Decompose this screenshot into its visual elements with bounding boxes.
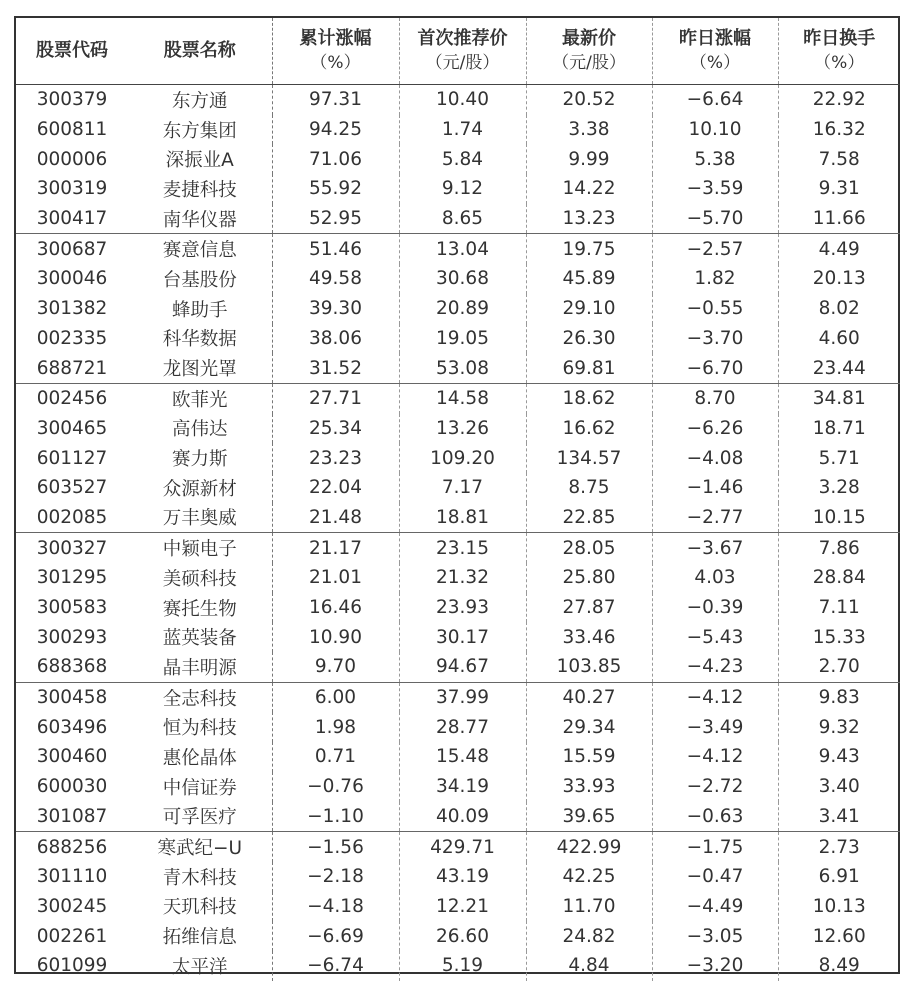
cell-latest-price: 33.46: [526, 622, 652, 652]
cell-name: 太平洋: [128, 951, 272, 981]
cell-latest-price: 27.87: [526, 593, 652, 623]
cell-first-recommend-price: 429.71: [399, 832, 526, 862]
cell-first-recommend-price: 94.67: [399, 652, 526, 682]
cell-yesterday-change: −5.43: [652, 622, 778, 652]
cell-first-recommend-price: 14.58: [399, 383, 526, 413]
cell-code: 300460: [36, 746, 108, 768]
cell-latest-price: 3.38: [526, 115, 652, 145]
table-row: [16, 414, 900, 444]
header-code: 股票代码: [16, 18, 128, 85]
cell-first-recommend-price: 10.40: [399, 85, 526, 115]
cell-yesterday-turnover: 2.70: [778, 652, 900, 682]
cell-cumulative-gain: 31.52: [272, 353, 399, 383]
cell-cumulative-gain: 0.71: [314, 746, 357, 768]
cell-yesterday-turnover: 8.02: [778, 294, 900, 324]
cell-latest-price: 11.70: [526, 892, 652, 922]
table-row: [16, 234, 900, 264]
cell-name: 高伟达: [128, 414, 272, 444]
cell-code: 688368: [16, 652, 128, 682]
cell-yesterday-turnover: 23.44: [778, 353, 900, 383]
cell-name: 可孚医疗: [128, 802, 272, 832]
cell-cumulative-gain: 97.31: [309, 89, 362, 111]
cell-code: 300465: [36, 417, 108, 439]
cell-first-recommend-price: 1.74: [399, 115, 526, 145]
cell-cumulative-gain: 22.04: [309, 477, 362, 499]
table-row: [16, 682, 900, 712]
cell-code: 601127: [36, 447, 108, 469]
cell-yesterday-change: 10.10: [652, 115, 778, 145]
cell-yesterday-change: −0.55: [652, 294, 778, 324]
cell-yesterday-change: −4.12: [652, 682, 778, 712]
cell-code: 603496: [36, 716, 108, 738]
table-row: [16, 742, 900, 772]
table-row: [16, 443, 900, 473]
cell-cumulative-gain: 94.25: [309, 119, 362, 141]
cell-latest-price: 42.25: [526, 862, 652, 892]
cell-cumulative-gain: −4.18: [307, 895, 364, 917]
cell-first-recommend-price: 43.19: [399, 862, 526, 892]
cell-first-recommend-price: 7.17: [399, 473, 526, 503]
table-row: [16, 473, 900, 503]
cell-latest-price: 103.85: [526, 652, 652, 682]
cell-code: 600811: [36, 119, 108, 141]
cell-latest-price: 24.82: [526, 921, 652, 951]
cell-yesterday-change: 8.70: [652, 383, 778, 413]
cell-name: 恒为科技: [128, 712, 272, 742]
cell-latest-price: 8.75: [526, 473, 652, 503]
cell-yesterday-change: −4.08: [652, 443, 778, 473]
table-row: [16, 294, 900, 324]
cell-code: 301110: [36, 866, 108, 888]
cell-cumulative-gain: 21.01: [309, 567, 362, 589]
cell-latest-price: 39.65: [526, 802, 652, 832]
cell-latest-price: 4.84: [526, 951, 652, 981]
cell-first-recommend-price: 9.12: [399, 174, 526, 204]
cell-code: 300245: [36, 895, 108, 917]
cell-first-recommend-price: 13.26: [399, 414, 526, 444]
cell-first-recommend-price: 28.77: [399, 712, 526, 742]
cell-latest-price: 15.59: [526, 742, 652, 772]
cell-first-recommend-price: 18.81: [399, 503, 526, 533]
cell-cumulative-gain: −6.69: [307, 925, 364, 947]
cell-latest-price: 33.93: [526, 772, 652, 802]
cell-name: 寒武纪−U: [128, 832, 272, 862]
table-row: [16, 503, 900, 533]
header-yesterday-turnover: 昨日换手 （%）: [778, 18, 900, 85]
cell-cumulative-gain: 1.98: [314, 716, 357, 738]
header-cumulative-gain: 累计涨幅 （%）: [272, 18, 399, 85]
cell-yesterday-turnover: 9.31: [778, 174, 900, 204]
cell-cumulative-gain: 55.92: [309, 178, 362, 200]
table-row: [16, 772, 900, 802]
cell-name: 拓维信息: [128, 921, 272, 951]
cell-yesterday-change: −4.12: [652, 742, 778, 772]
cell-first-recommend-price: 23.93: [399, 593, 526, 623]
cell-name: 东方通: [128, 85, 272, 115]
cell-name: 台基股份: [128, 264, 272, 294]
cell-yesterday-change: −4.23: [652, 652, 778, 682]
cell-latest-price: 22.85: [526, 503, 652, 533]
cell-first-recommend-price: 34.19: [399, 772, 526, 802]
cell-yesterday-turnover: 7.58: [778, 144, 900, 174]
cell-yesterday-change: −1.46: [652, 473, 778, 503]
cell-first-recommend-price: 30.68: [399, 264, 526, 294]
cell-yesterday-turnover: 4.60: [778, 324, 900, 354]
cell-latest-price: 19.75: [526, 234, 652, 264]
cell-yesterday-change: −3.49: [652, 712, 778, 742]
cell-code: 301382: [36, 298, 108, 320]
cell-latest-price: 45.89: [526, 264, 652, 294]
cell-name: 蓝英装备: [128, 622, 272, 652]
cell-name: 天玑科技: [128, 892, 272, 922]
cell-code: 002261: [36, 925, 108, 947]
cell-code: 300046: [36, 268, 108, 290]
cell-latest-price: 422.99: [526, 832, 652, 862]
cell-yesterday-change: −0.47: [652, 862, 778, 892]
cell-yesterday-turnover: 12.60: [778, 921, 900, 951]
table-row: [16, 712, 900, 742]
cell-first-recommend-price: 13.04: [399, 234, 526, 264]
cell-first-recommend-price: 109.20: [399, 443, 526, 473]
cell-latest-price: 40.27: [526, 682, 652, 712]
cell-first-recommend-price: 30.17: [399, 622, 526, 652]
table-row: [16, 204, 900, 234]
cell-yesterday-turnover: 3.40: [778, 772, 900, 802]
cell-yesterday-change: −3.20: [652, 951, 778, 981]
cell-yesterday-turnover: 20.13: [778, 264, 900, 294]
cell-yesterday-turnover: 6.91: [778, 862, 900, 892]
cell-first-recommend-price: 5.19: [399, 951, 526, 981]
cell-code: 300687: [36, 238, 108, 260]
cell-yesterday-change: −4.49: [652, 892, 778, 922]
cell-yesterday-turnover: 10.15: [778, 503, 900, 533]
cell-yesterday-change: −3.67: [652, 533, 778, 563]
cell-first-recommend-price: 15.48: [399, 742, 526, 772]
cell-cumulative-gain: 21.17: [309, 537, 362, 559]
cell-yesterday-turnover: 9.43: [778, 742, 900, 772]
cell-latest-price: 69.81: [526, 353, 652, 383]
cell-yesterday-change: −1.75: [652, 832, 778, 862]
table-row: [16, 324, 900, 354]
cell-cumulative-gain: 21.48: [272, 503, 399, 533]
cell-yesterday-change: −6.64: [652, 85, 778, 115]
table-row: [16, 921, 900, 951]
cell-code: 002335: [36, 327, 108, 349]
cell-name: 中颖电子: [128, 533, 272, 563]
cell-yesterday-change: −0.63: [652, 802, 778, 832]
table-row: [16, 264, 900, 294]
table-row: [16, 892, 900, 922]
cell-latest-price: 29.34: [526, 712, 652, 742]
cell-cumulative-gain: 16.46: [309, 597, 362, 619]
cell-cumulative-gain: 71.06: [309, 148, 362, 170]
cell-code: 600030: [36, 776, 108, 798]
cell-name: 全志科技: [128, 682, 272, 712]
table-row: [16, 862, 900, 892]
cell-yesterday-change: −2.72: [652, 772, 778, 802]
table-body: [16, 85, 900, 981]
cell-yesterday-turnover: 8.49: [778, 951, 900, 981]
table-row: [16, 144, 900, 174]
cell-latest-price: 29.10: [526, 294, 652, 324]
cell-code: 300319: [36, 178, 108, 200]
cell-yesterday-turnover: 7.86: [778, 533, 900, 563]
cell-code: 603527: [36, 477, 108, 499]
cell-name: 万丰奥威: [128, 503, 272, 533]
table-row: [16, 622, 900, 652]
cell-yesterday-turnover: 9.83: [778, 682, 900, 712]
cell-yesterday-turnover: 22.92: [778, 85, 900, 115]
cell-latest-price: 28.05: [526, 533, 652, 563]
cell-code: 002085: [16, 503, 128, 533]
cell-code: 300417: [16, 204, 128, 234]
cell-first-recommend-price: 26.60: [399, 921, 526, 951]
cell-first-recommend-price: 12.21: [399, 892, 526, 922]
cell-yesterday-change: −6.70: [652, 353, 778, 383]
cell-first-recommend-price: 21.32: [399, 563, 526, 593]
cell-yesterday-turnover: 15.33: [778, 622, 900, 652]
table-row: [16, 593, 900, 623]
header-first-recommend-price: 首次推荐价 （元/股）: [399, 18, 526, 85]
cell-cumulative-gain: 27.71: [309, 388, 362, 410]
table-header: [16, 18, 900, 85]
cell-yesterday-change: −2.57: [652, 234, 778, 264]
table-row: [16, 383, 900, 413]
cell-code: 301295: [36, 567, 108, 589]
cell-cumulative-gain: −1.56: [307, 836, 364, 858]
cell-cumulative-gain: −6.74: [307, 955, 364, 977]
header-name: 股票名称: [128, 18, 272, 85]
cell-name: 美硕科技: [128, 563, 272, 593]
cell-yesterday-turnover: 11.66: [778, 204, 900, 234]
cell-cumulative-gain: 52.95: [272, 204, 399, 234]
cell-yesterday-turnover: 3.41: [778, 802, 900, 832]
cell-cumulative-gain: 9.70: [272, 652, 399, 682]
cell-yesterday-turnover: 28.84: [778, 563, 900, 593]
cell-yesterday-turnover: 5.71: [778, 443, 900, 473]
cell-code: 300379: [36, 89, 108, 111]
cell-yesterday-turnover: 9.32: [778, 712, 900, 742]
cell-yesterday-change: −3.59: [652, 174, 778, 204]
cell-yesterday-turnover: 16.32: [778, 115, 900, 145]
cell-code: 688256: [36, 836, 108, 858]
cell-name: 中信证券: [128, 772, 272, 802]
cell-yesterday-change: −5.70: [652, 204, 778, 234]
cell-yesterday-change: −2.77: [652, 503, 778, 533]
cell-cumulative-gain: 39.30: [309, 298, 362, 320]
cell-latest-price: 25.80: [526, 563, 652, 593]
cell-name: 众源新材: [128, 473, 272, 503]
header-yesterday-change: 昨日涨幅 （%）: [652, 18, 778, 85]
cell-name: 蜂助手: [128, 294, 272, 324]
cell-yesterday-change: −6.26: [652, 414, 778, 444]
table-row: [16, 832, 900, 862]
cell-cumulative-gain: −2.18: [307, 866, 364, 888]
cell-cumulative-gain: 6.00: [314, 687, 357, 709]
cell-name: 赛意信息: [128, 234, 272, 264]
cell-name: 晶丰明源: [128, 652, 272, 682]
cell-first-recommend-price: 23.15: [399, 533, 526, 563]
cell-yesterday-change: 1.82: [652, 264, 778, 294]
table-row: [16, 563, 900, 593]
table-row: [16, 85, 900, 115]
cell-latest-price: 13.23: [526, 204, 652, 234]
cell-cumulative-gain: 38.06: [309, 327, 362, 349]
cell-first-recommend-price: 40.09: [399, 802, 526, 832]
stock-table-frame: [14, 16, 900, 978]
cell-name: 欧菲光: [128, 383, 272, 413]
cell-code: 300583: [36, 597, 108, 619]
table-row: [16, 951, 900, 981]
cell-yesterday-turnover: 7.11: [778, 593, 900, 623]
cell-yesterday-turnover: 3.28: [778, 473, 900, 503]
cell-first-recommend-price: 5.84: [399, 144, 526, 174]
cell-name: 东方集团: [128, 115, 272, 145]
table-row: [16, 353, 900, 383]
cell-name: 麦捷科技: [128, 174, 272, 204]
cell-yesterday-turnover: 4.49: [778, 234, 900, 264]
cell-latest-price: 26.30: [526, 324, 652, 354]
cell-first-recommend-price: 37.99: [399, 682, 526, 712]
cell-code: 300293: [36, 626, 108, 648]
stock-table: [16, 18, 900, 981]
cell-first-recommend-price: 53.08: [399, 353, 526, 383]
cell-code: 300458: [36, 687, 108, 709]
cell-latest-price: 9.99: [526, 144, 652, 174]
cell-first-recommend-price: 20.89: [399, 294, 526, 324]
cell-yesterday-turnover: 34.81: [778, 383, 900, 413]
cell-yesterday-turnover: 18.71: [778, 414, 900, 444]
cell-first-recommend-price: 19.05: [399, 324, 526, 354]
cell-yesterday-change: 5.38: [652, 144, 778, 174]
table-row: [16, 533, 900, 563]
cell-latest-price: 20.52: [526, 85, 652, 115]
cell-cumulative-gain: −0.76: [307, 776, 364, 798]
cell-code: 300327: [36, 537, 108, 559]
header-row: [16, 18, 900, 85]
cell-yesterday-turnover: 2.73: [778, 832, 900, 862]
cell-cumulative-gain: 49.58: [309, 268, 362, 290]
cell-code: 688721: [16, 353, 128, 383]
cell-name: 科华数据: [128, 324, 272, 354]
cell-cumulative-gain: −1.10: [272, 802, 399, 832]
cell-first-recommend-price: 8.65: [399, 204, 526, 234]
cell-name: 深振业A: [128, 144, 272, 174]
cell-cumulative-gain: 23.23: [309, 447, 362, 469]
table-row: [16, 802, 900, 832]
cell-name: 赛力斯: [128, 443, 272, 473]
cell-name: 惠伦晶体: [128, 742, 272, 772]
cell-code: 002456: [36, 388, 108, 410]
header-latest-price: 最新价 （元/股）: [526, 18, 652, 85]
table-row: [16, 174, 900, 204]
cell-latest-price: 18.62: [526, 383, 652, 413]
cell-code: 000006: [36, 148, 108, 170]
cell-cumulative-gain: 51.46: [309, 238, 362, 260]
cell-name: 龙图光罩: [128, 353, 272, 383]
cell-latest-price: 134.57: [526, 443, 652, 473]
cell-yesterday-change: −3.70: [652, 324, 778, 354]
cell-latest-price: 16.62: [526, 414, 652, 444]
cell-cumulative-gain: 10.90: [309, 626, 362, 648]
cell-name: 南华仪器: [128, 204, 272, 234]
cell-cumulative-gain: 25.34: [309, 417, 362, 439]
cell-yesterday-turnover: 10.13: [778, 892, 900, 922]
table-row: [16, 652, 900, 682]
cell-latest-price: 14.22: [526, 174, 652, 204]
cell-yesterday-change: −3.05: [652, 921, 778, 951]
table-row: [16, 115, 900, 145]
cell-name: 青木科技: [128, 862, 272, 892]
cell-name: 赛托生物: [128, 593, 272, 623]
cell-code: 601099: [36, 955, 108, 977]
cell-yesterday-change: 4.03: [652, 563, 778, 593]
cell-yesterday-change: −0.39: [652, 593, 778, 623]
cell-code: 301087: [16, 802, 128, 832]
